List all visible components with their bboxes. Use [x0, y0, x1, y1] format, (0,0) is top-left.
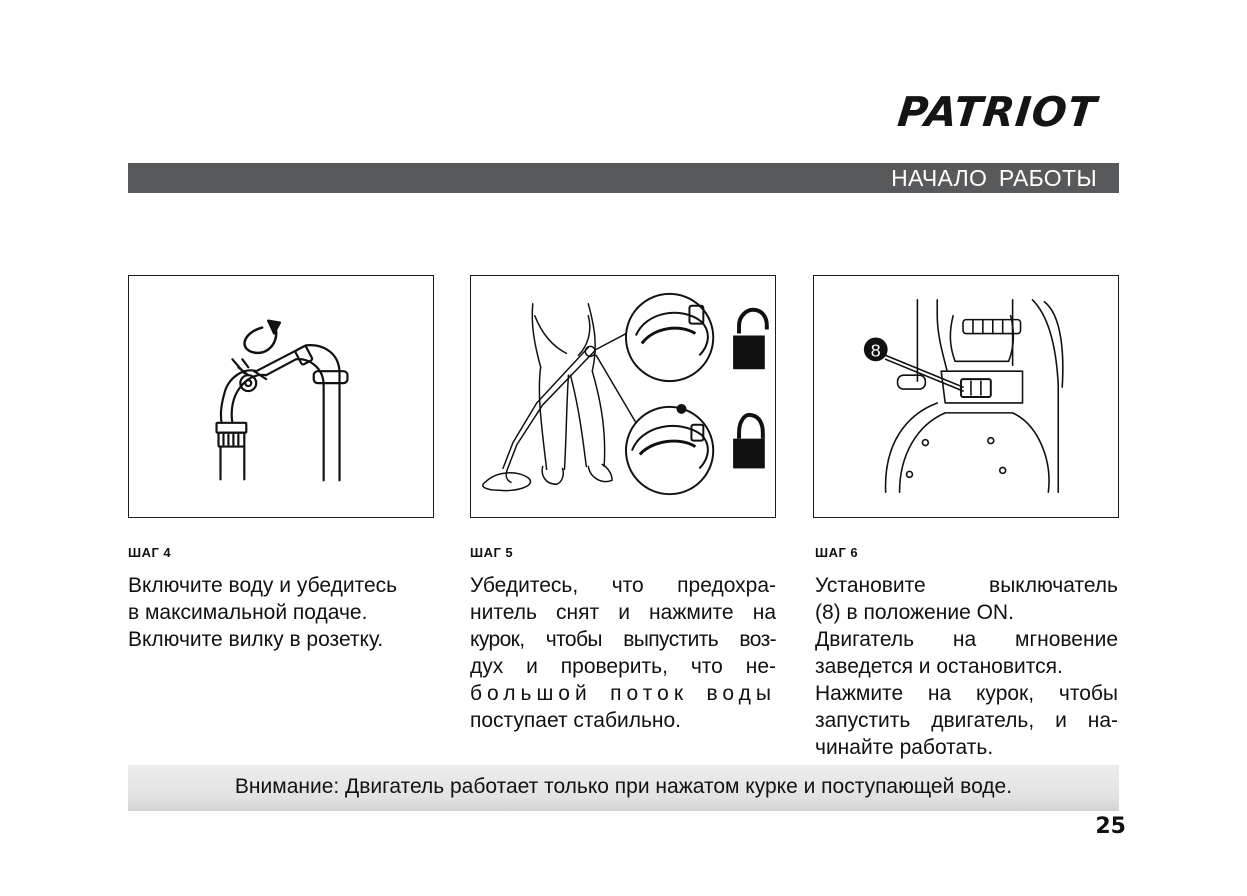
switch-callout-number: 8	[870, 340, 881, 361]
warning-text: Внимание: Двигатель работает только при нажатом курке и поступающей воде.	[234, 775, 1013, 798]
step-6-line: (8) в положение ON.	[815, 601, 1014, 624]
step-5-line: Убедитесь, что предохра-	[470, 574, 776, 597]
step-4-text	[128, 572, 436, 653]
step-6-illustration	[813, 275, 1119, 518]
brand-logo: PATRIOT	[895, 88, 1100, 136]
step-6-label: ШАГ 6	[815, 545, 859, 560]
step-5-line: нитель снят и нажмите на	[470, 601, 776, 624]
step-6-line: заведется и остановится.	[815, 655, 1063, 678]
section-title: НАЧАЛО РАБОТЫ	[891, 165, 1097, 191]
step-6-text	[815, 572, 1118, 761]
step-5-illustration	[470, 275, 776, 518]
step-6-line: Установите выключатель	[815, 574, 1118, 597]
step-4-line: Включите воду и убедитесь	[128, 574, 398, 597]
step-6-line: чинайте работать.	[815, 736, 994, 759]
step-5-label: ШАГ 5	[470, 545, 514, 560]
step-5-line: курок, чтобы выпустить воз-	[470, 628, 776, 651]
step-5-line: дух и проверить, что не-	[470, 655, 776, 678]
spray-gun-operator-illustration	[471, 276, 775, 517]
step-6-line: Нажмите на курок, чтобы	[815, 682, 1118, 705]
power-switch-illustration	[814, 276, 1118, 517]
step-4-line: в максимальной подаче.	[128, 601, 368, 624]
step-5-text	[470, 572, 776, 734]
page-number: 25	[1095, 814, 1126, 839]
locked-padlock-icon	[733, 415, 765, 469]
water-tap-illustration	[129, 276, 433, 517]
step-5-line: большой поток воды	[470, 682, 776, 705]
warning-banner	[128, 765, 1119, 811]
step-4-line: Включите вилку в розетку.	[128, 628, 384, 651]
section-header-bar	[128, 163, 1119, 193]
step-5-line: поступает стабильно.	[470, 709, 682, 732]
step-4-label: ШАГ 4	[128, 545, 172, 560]
step-6-line: запустить двигатель, и на-	[815, 709, 1118, 732]
step-6-line: Двигатель на мгновение	[815, 628, 1118, 651]
step-4-illustration	[128, 275, 434, 518]
unlocked-padlock-icon	[733, 310, 767, 370]
